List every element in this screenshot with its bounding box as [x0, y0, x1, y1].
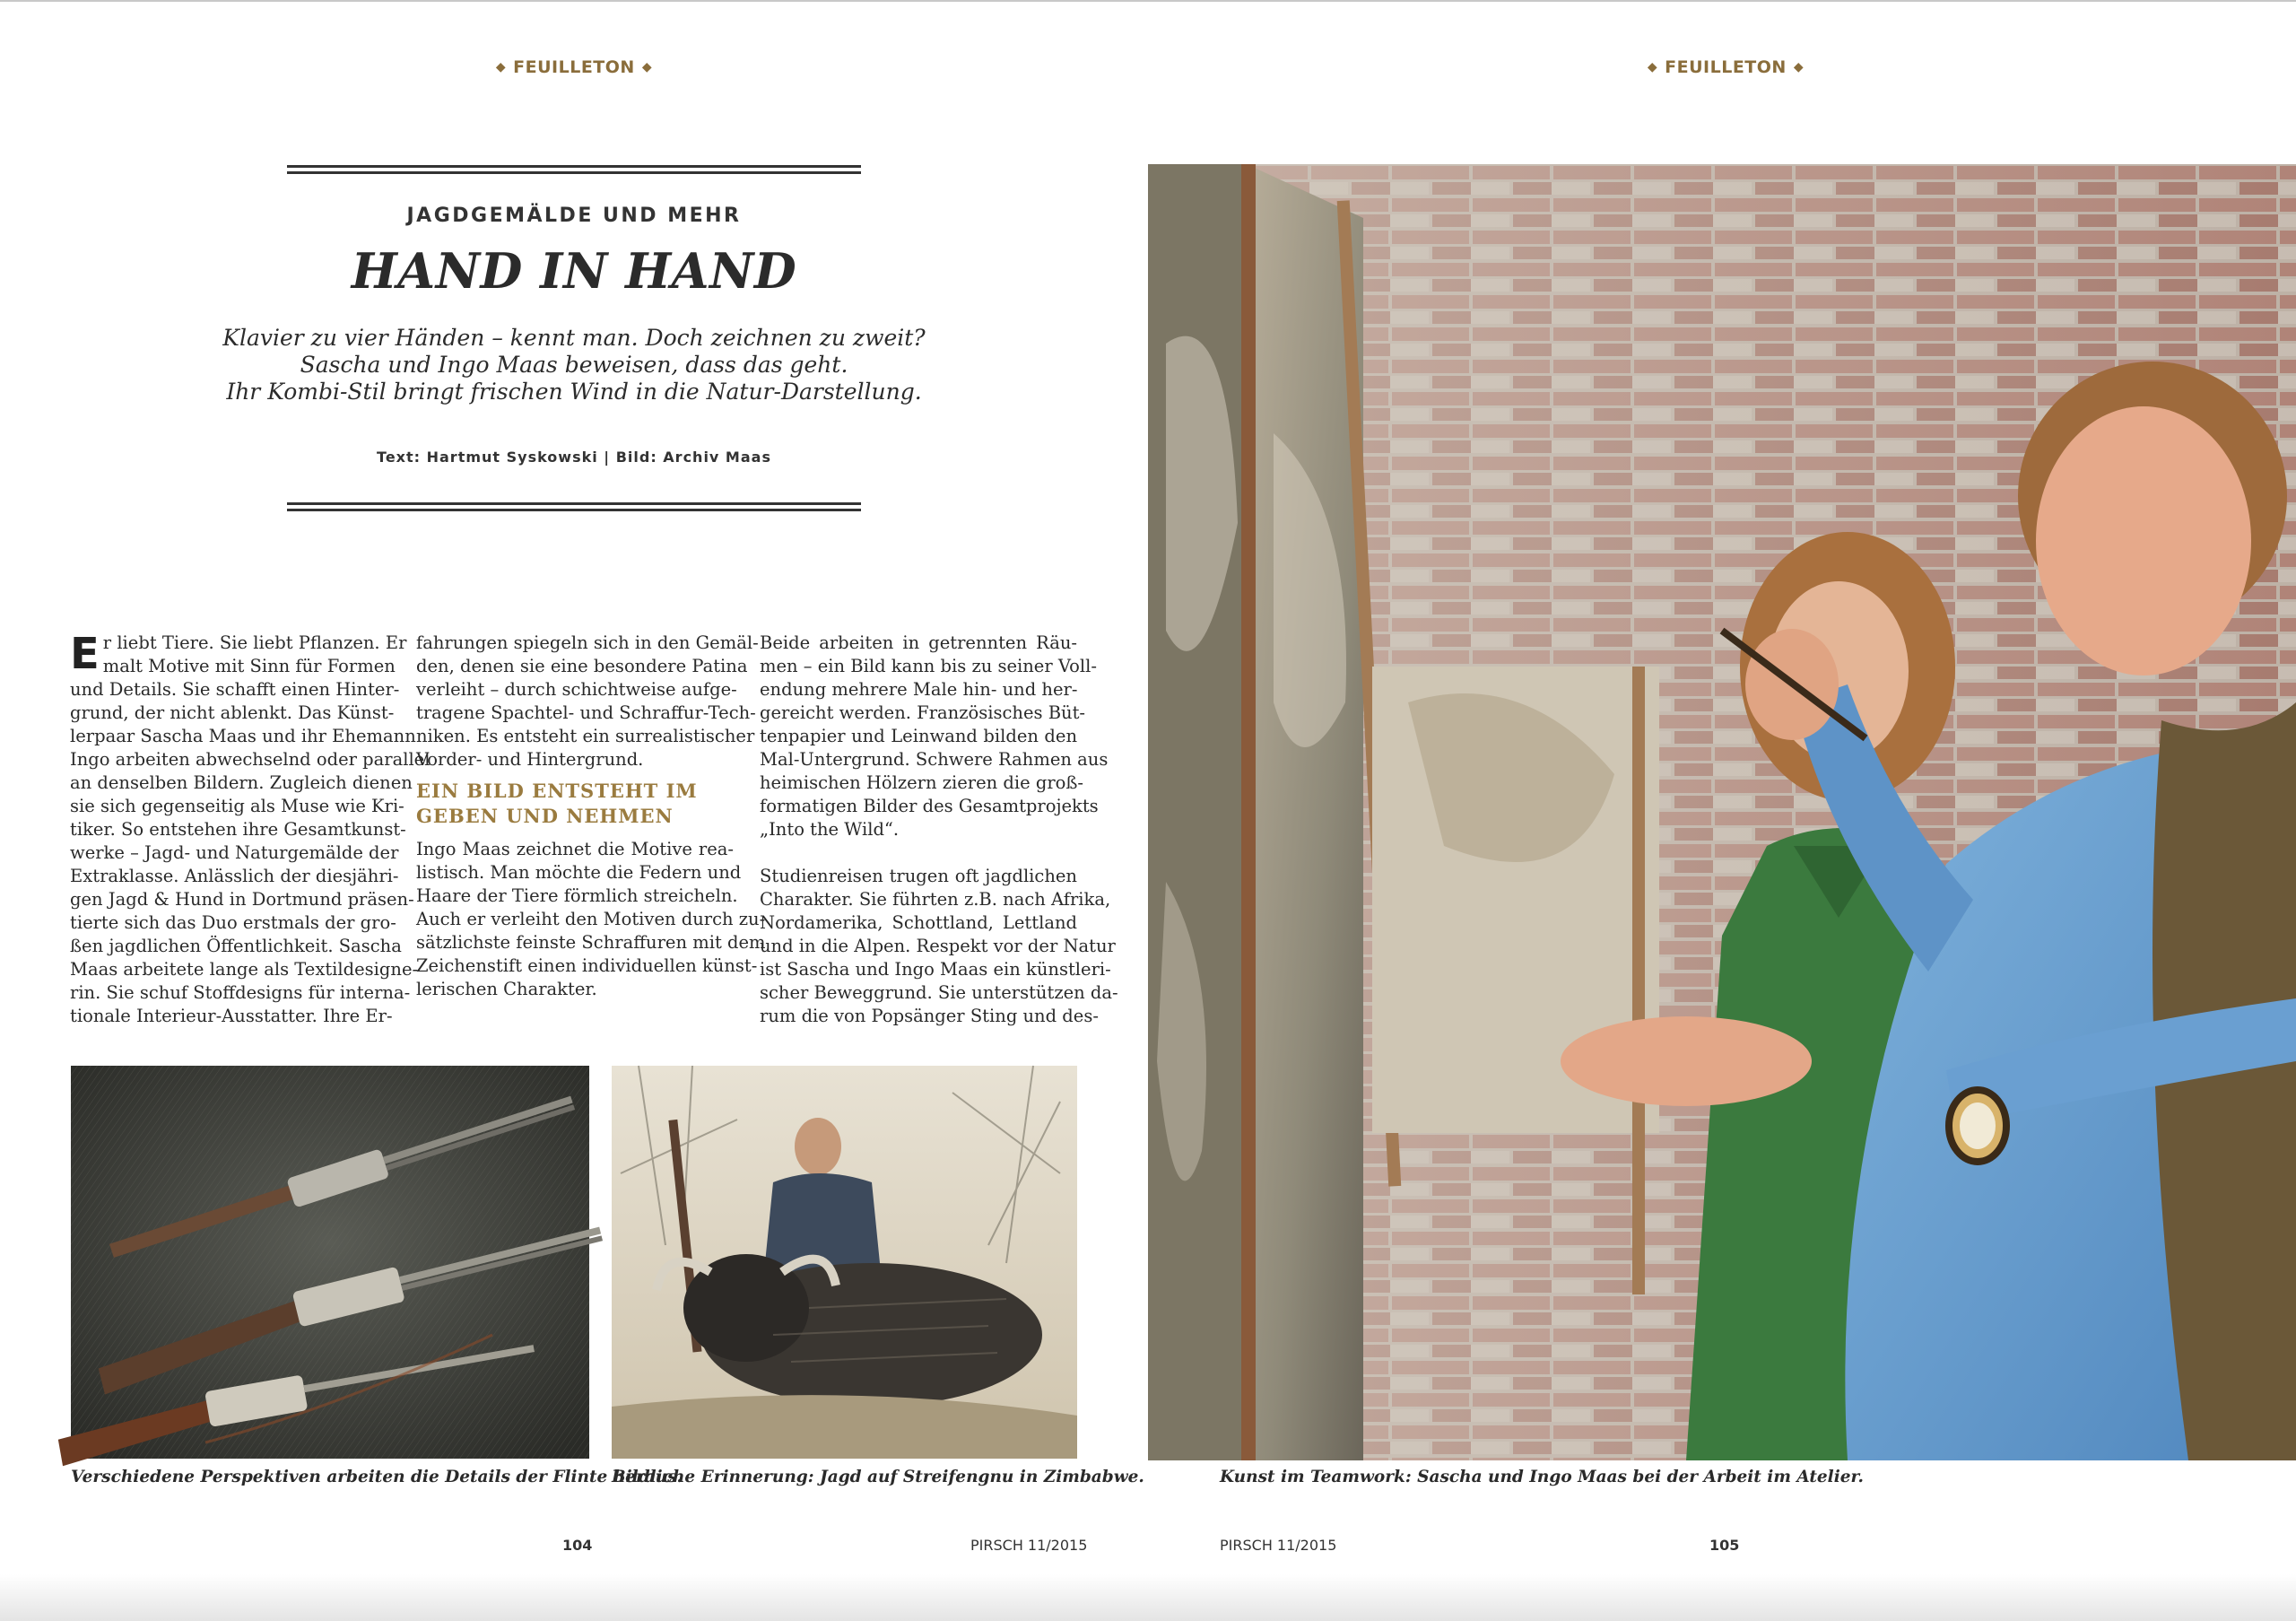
- text-line: Haare der Tiere förmlich streicheln.: [416, 885, 738, 906]
- image-caption: Bildliche Erinnerung: Jagd auf Streifengnu in Zimbabwe.: [612, 1468, 1144, 1486]
- text-line: Mal-Untergrund. Schwere Rahmen aus: [760, 749, 1109, 770]
- text-line: lerpaar Sascha Maas und ihr Ehemann: [70, 726, 416, 746]
- text-line: Beide arbeiten in getrennten Räu-: [760, 632, 1077, 653]
- lead-line: Sascha und Ingo Maas beweisen, dass das geht.: [300, 352, 848, 378]
- text-line: r liebt Tiere. Sie liebt Pflanzen. Er: [102, 632, 407, 653]
- text-line: Ingo Maas zeichnet die Motive rea-: [416, 839, 734, 859]
- subheading: [416, 779, 734, 829]
- title-rule-top: [287, 165, 861, 174]
- text-line: gen Jagd & Hund in Dortmund präsen-: [70, 889, 414, 910]
- page-number: 104: [562, 1537, 593, 1554]
- text-line: tenpapier und Leinwand bilden den: [760, 726, 1077, 746]
- text-line: werke – Jagd- und Naturgemälde der: [70, 842, 399, 863]
- text-line: Charakter. Sie führten z.B. nach Afrika,: [760, 889, 1111, 910]
- text-line: Studienreisen trugen oft jagdlichen: [760, 866, 1077, 886]
- text-line: rin. Sie schuf Stoffdesigns für interna-: [70, 982, 411, 1003]
- text-line: scher Beweggrund. Sie unterstützen da-: [760, 982, 1118, 1003]
- text-line: malt Motive mit Sinn für Formen: [102, 656, 396, 676]
- article-title: HAND IN HAND: [351, 242, 797, 300]
- right-page: [1148, 0, 2296, 1621]
- text-line: ßen jagdlichen Öffentlichkeit. Sascha: [70, 936, 402, 956]
- text-line: men – ein Bild kann bis zu seiner Voll-: [760, 656, 1097, 676]
- column-body: [760, 865, 1118, 1028]
- text-line: Maas arbeitete lange als Textildesigne-: [70, 959, 419, 980]
- text-line: lerischen Charakter.: [416, 979, 597, 999]
- text-line: an denselben Bildern. Zugleich dienen: [70, 772, 413, 793]
- text-line: tionale Interieur-Ausstatter. Ihre Er-: [70, 1006, 393, 1026]
- text-line: formatigen Bilder des Gesamtprojekts: [760, 796, 1099, 816]
- text-line: Nordamerika, Schottland, Lettland: [760, 912, 1077, 933]
- text-line: gereicht werden. Französisches Büt-: [760, 702, 1086, 723]
- column-body: [760, 632, 1109, 841]
- kicker: JAGDGEMÄLDE UND MEHR: [406, 205, 742, 227]
- text-line: Extraklasse. Anlässlich der diesjähri-: [70, 866, 399, 886]
- text-column-2: [416, 632, 766, 1001]
- shotgun-artwork-image: [71, 1066, 589, 1459]
- text-line: Vorder- und Hintergrund.: [416, 749, 644, 770]
- text-line: rum die von Popsänger Sting und des-: [760, 1006, 1099, 1026]
- magazine-issue: PIRSCH 11/2015: [970, 1537, 1088, 1554]
- text-line: den, denen sie eine besondere Patina: [416, 656, 748, 676]
- drop-cap: E: [70, 629, 100, 679]
- section-label: ◆ FEUILLETON ◆: [495, 57, 653, 77]
- text-line: Ingo arbeiten abwechselnd oder parallel: [70, 749, 430, 770]
- lead-line: Klavier zu vier Händen – kennt man. Doch zeichnen zu zweit?: [222, 325, 926, 351]
- text-line: listisch. Man möchte die Federn und: [416, 862, 742, 883]
- page-number: 105: [1709, 1537, 1740, 1554]
- text-line: heimischen Hölzern zieren die groß-: [760, 772, 1084, 793]
- photo-caption: Kunst im Teamwork: Sascha und Ingo Maas bei der Arbeit im Atelier.: [1220, 1468, 1864, 1486]
- column-body: [70, 629, 430, 1028]
- text-line: Zeichenstift einen individuellen künst-: [416, 955, 758, 976]
- text-line: tierte sich das Duo erstmals der gro-: [70, 912, 396, 933]
- text-line: „Into the Wild“.: [760, 819, 900, 840]
- wildebeest-hunt-artwork-image: [612, 1066, 1077, 1459]
- text-line: Auch er verleiht den Motiven durch zu-: [416, 909, 766, 929]
- lead-line: Ihr Kombi-Stil bringt frischen Wind in die Natur-Darstellung.: [226, 379, 922, 405]
- text-line: tiker. So entstehen ihre Gesamtkunst-: [70, 819, 406, 840]
- column-body: [416, 838, 766, 1001]
- text-column-1: [70, 629, 430, 1028]
- atelier-photo: [1148, 164, 2296, 1460]
- text-line: fahrungen spiegeln sich in den Gemäl-: [416, 632, 759, 653]
- text-line: sie sich gegenseitig als Muse wie Kri-: [70, 796, 404, 816]
- text-line: verleiht – durch schichtweise aufge-: [416, 679, 737, 700]
- diamond-icon: ◆: [1647, 60, 1658, 74]
- lead-text: [206, 325, 942, 405]
- credits: Text: Hartmut Syskowski | Bild: Archiv Maas: [377, 449, 771, 466]
- text-line: sätzlichste feinste Schraffuren mit dem: [416, 932, 766, 953]
- text-line: und in die Alpen. Respekt vor der Natur: [760, 936, 1116, 956]
- text-line: tragene Spachtel- und Schraffur-Tech-: [416, 702, 756, 723]
- column-body: [416, 632, 759, 771]
- title-rule-bottom: [287, 502, 861, 511]
- section-label: ◆ FEUILLETON ◆: [1647, 57, 1805, 77]
- text-line: und Details. Sie schafft einen Hinter-: [70, 679, 400, 700]
- text-line: endung mehrere Male hin- und her-: [760, 679, 1078, 700]
- text-line: grund, der nicht ablenkt. Das Künst-: [70, 702, 395, 723]
- text-column-3: [760, 632, 1118, 1028]
- magazine-issue: PIRSCH 11/2015: [1220, 1537, 1337, 1554]
- subheading-line: GEBEN UND NEHMEN: [416, 805, 674, 827]
- subheading-line: EIN BILD ENTSTEHT IM: [416, 780, 698, 802]
- image-caption: Verschiedene Perspektiven arbeiten die Details der Flinte heraus.: [71, 1468, 683, 1486]
- diamond-icon: ◆: [641, 60, 653, 74]
- diamond-icon: ◆: [495, 60, 507, 74]
- diamond-icon: ◆: [1793, 60, 1805, 74]
- text-line: niken. Es entsteht ein surrealistischer: [416, 726, 755, 746]
- text-line: ist Sascha und Ingo Maas ein künstleri-: [760, 959, 1111, 980]
